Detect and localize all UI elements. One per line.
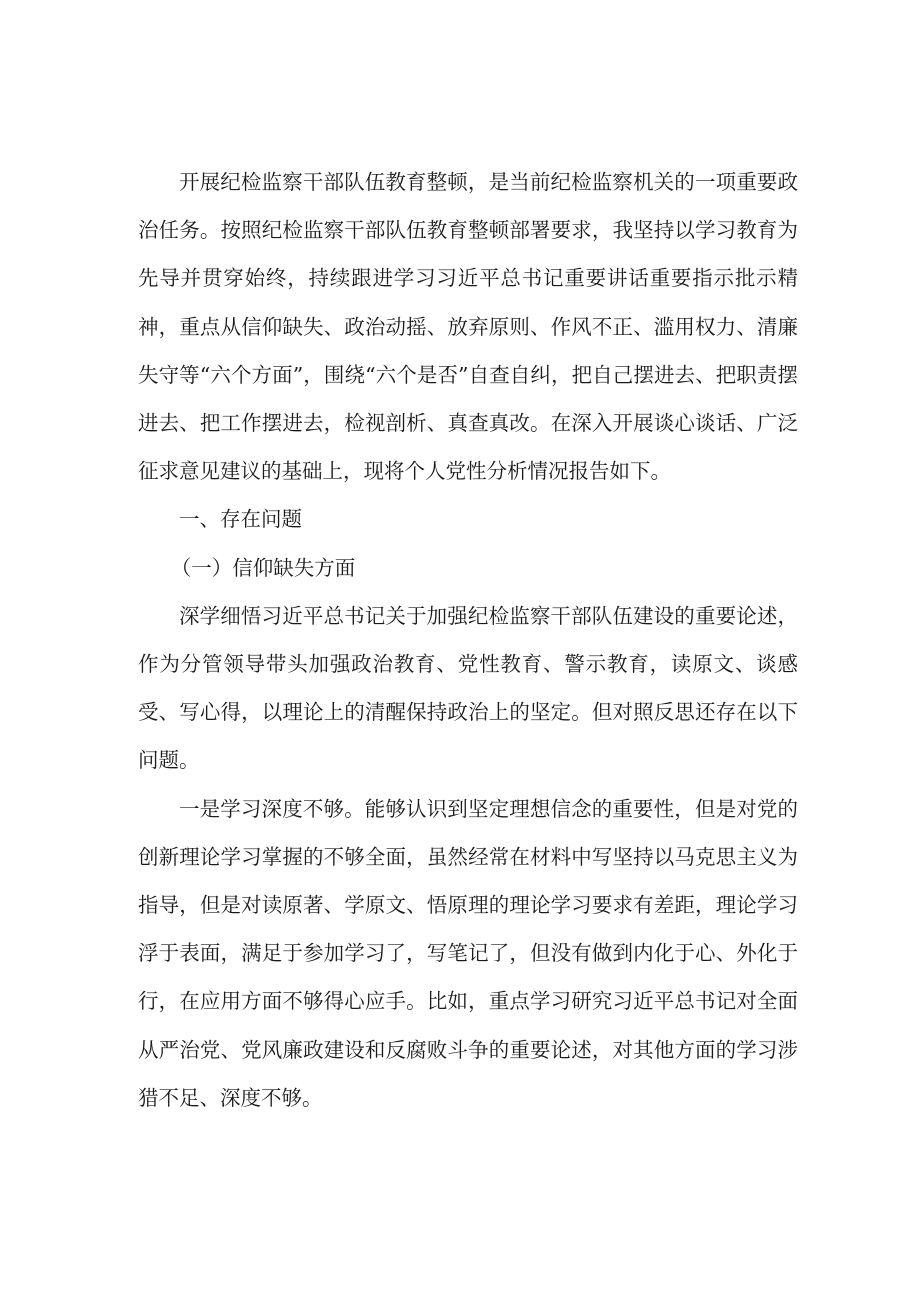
problem-one-paragraph: 一是学习深度不够。能够认识到坚定理想信念的重要性，但是对党的创新理论学习掌握的不够全面，虽然经常在材料中写坚持以马克思主义为指导，但是对读原著、学原文、悟原理的理论学习要求有差距，理论学习浮于表面，满足于参加学习了，写笔记了，但没有做到内化于心、外化于行，在应用方面不够得心应手。比如，重点学习研究习近平总书记对全面从严治党、党风廉政建设和反腐败斗争的重要论述，对其他方面的学习涉猎不足、深度不够。 [138,796,798,1110]
subsection-heading-belief: （一）信仰缺失方面 [170,555,356,580]
intro-paragraph: 开展纪检监察干部队伍教育整顿，是当前纪检监察机关的一项重要政治任务。按照纪检监察干部队伍教育整顿部署要求，我坚持以学习教育为先导并贯穿始终，持续跟进学习习近平总书记重要讲话重要指示批示精神，重点从信仰缺失、政治动摇、放弃原则、作风不正、滥用权力、清廉失守等“六个方面”，围绕“六个是否”自查自纠，把自己摆进去、把职责摆进去、把工作摆进去，检视剖析、真查真改。在深入开展谈心谈话、广泛征求意见建议的基础上，现将个人党性分析情况报告如下。 [138,170,798,484]
document-page [138,158,798,1122]
section-heading-problems: 一、存在问题 [179,507,302,532]
study-paragraph: 深学细悟习近平总书记关于加强纪检监察干部队伍建设的重要论述，作为分管领导带头加强政治教育、党性教育、警示教育，读原文、谈感受、写心得，以理论上的清醒保持政治上的坚定。但对照反思还存在以下问题。 [138,603,798,773]
